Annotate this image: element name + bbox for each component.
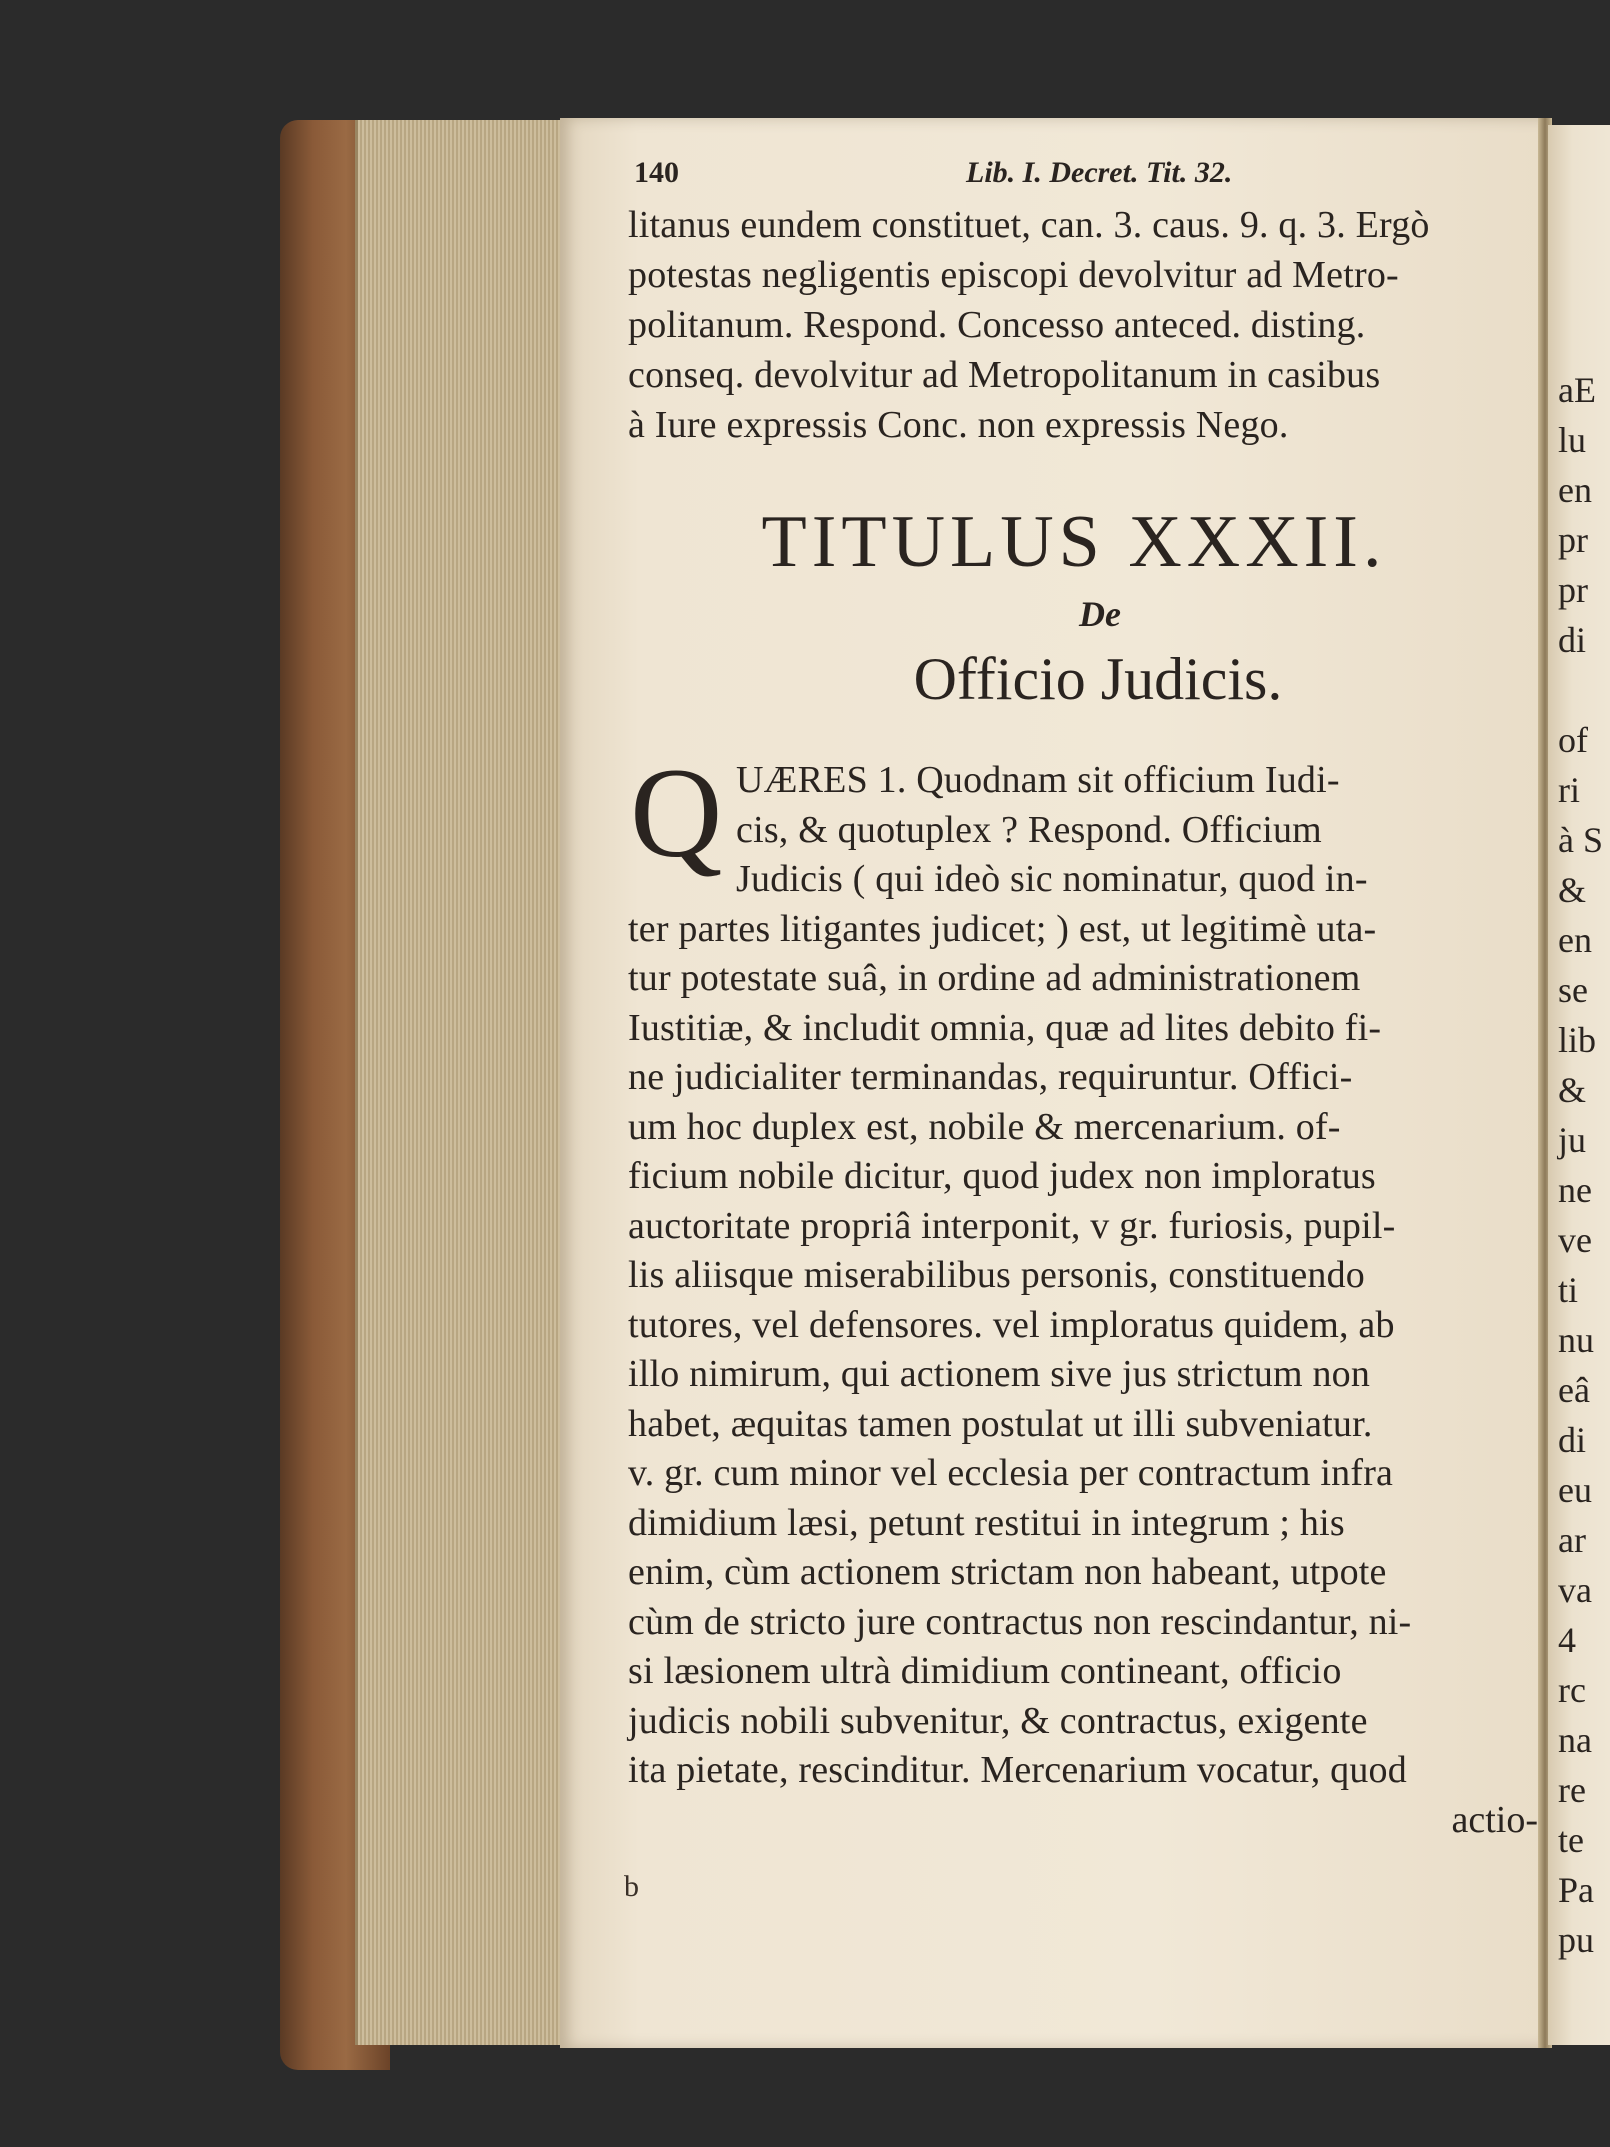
text-line: litanus eundem constituet, can. 3. caus. 9. q. 3. Ergò <box>628 204 1430 246</box>
section-subtitle-de: De <box>1079 594 1121 634</box>
facing-page-fragment: ve <box>1558 1220 1592 1260</box>
text-line: tur potestate suâ, in ordine ad administrationem <box>628 957 1361 999</box>
page-number: 140 <box>634 156 679 189</box>
facing-page-fragment: te <box>1558 1820 1584 1860</box>
facing-page-fragment: lu <box>1558 420 1587 460</box>
page-text <box>628 150 1548 1845</box>
text-line: dimidium læsi, petunt restitui in integrum ; his <box>628 1501 1345 1544</box>
facing-page-fragment: & <box>1558 870 1587 910</box>
running-head-title: Lib. I. Decret. Tit. 32. <box>966 156 1233 189</box>
facing-page-fragment: lib <box>1558 1020 1597 1060</box>
facing-page-fragment: ri <box>1558 770 1580 810</box>
facing-page-fragment: rc <box>1558 1670 1586 1710</box>
text-line: Judicis ( qui ideò sic nominatur, quod in- <box>736 858 1368 900</box>
text-line: ne judicialiter terminandas, requiruntur. Offici- <box>628 1056 1353 1098</box>
facing-page-fragment: & <box>1558 1070 1587 1110</box>
text-line: si læsionem ultrà dimidium contineant, officio <box>628 1650 1342 1692</box>
continued-text <box>628 200 1548 450</box>
text-line: potestas negligentis episcopi devolvitur ad Metro- <box>628 254 1399 296</box>
facing-page-fragment: nu <box>1558 1320 1594 1360</box>
text-line: habet, æquitas tamen postulat ut illi subveniatur. <box>628 1402 1373 1445</box>
text-line: auctoritate propriâ interponit, v gr. furiosis, pupil- <box>628 1204 1396 1247</box>
facing-page-fragment: 4 <box>1558 1620 1576 1660</box>
facing-page-fragment: ti <box>1558 1270 1579 1310</box>
facing-page-fragment: ju <box>1558 1120 1587 1160</box>
text-line: Iustitiæ, & includit omnia, quæ ad lites debito fi- <box>628 1006 1382 1049</box>
text-line: cis, & quotuplex ? Respond. Officium <box>736 808 1322 851</box>
drop-cap: Q <box>630 742 723 884</box>
facing-page-fragment: en <box>1558 470 1592 510</box>
facing-page-fragment: Pa <box>1558 1870 1594 1910</box>
facing-page-fragment: eâ <box>1558 1370 1590 1410</box>
section-subtitle: Officio Judicis. <box>913 646 1283 712</box>
text-line: cùm de stricto jure contractus non rescindantur, ni- <box>628 1600 1412 1643</box>
facing-page-fragment: di <box>1558 620 1587 660</box>
text-line: judicis nobili subvenitur, & contractus, exigente <box>628 1699 1368 1742</box>
facing-page-fragment: re <box>1558 1770 1586 1810</box>
facing-page-fragment: va <box>1558 1570 1592 1610</box>
facing-page-fragment: ne <box>1558 1170 1592 1210</box>
text-line: à Iure expressis Conc. non expressis Nego. <box>628 404 1289 446</box>
text-line: lis aliisque miserabilibus personis, constituendo <box>628 1254 1365 1296</box>
facing-page-fragment: à S <box>1558 820 1603 860</box>
facing-page-fragment: na <box>1558 1720 1592 1760</box>
text-line: ita pietate, rescinditur. Mercenarium vocatur, quod <box>628 1749 1407 1791</box>
text-line: ter partes litigantes judicet; ) est, ut legitimè uta- <box>628 907 1377 950</box>
text-line: ficium nobile dicitur, quod judex non imploratus <box>628 1155 1376 1197</box>
body-text <box>628 742 1548 1845</box>
facing-page-fragment <box>1558 665 1603 715</box>
facing-page-fragment: pr <box>1558 520 1588 560</box>
facing-page-fragment: aE <box>1558 370 1596 410</box>
text-line: politanum. Respond. Concesso anteced. disting. <box>628 304 1366 346</box>
facing-page-fragment: eu <box>1558 1470 1592 1510</box>
facing-page-fragment: pu <box>1558 1920 1594 1960</box>
text-line: v. gr. cum minor vel ecclesia per contractum infra <box>628 1452 1394 1494</box>
text-line: conseq. devolvitur ad Metropolitanum in casibus <box>628 354 1381 396</box>
text-line: enim, cùm actionem strictam non habeant, utpote <box>628 1551 1387 1593</box>
facing-page-fragment: en <box>1558 920 1592 960</box>
facing-page-fragment: ar <box>1558 1520 1586 1560</box>
facing-page-fragment: pr <box>1558 570 1588 610</box>
text-line: UÆRES 1. Quodnam sit officium Iudi- <box>736 759 1340 801</box>
text-line: um hoc duplex est, nobile & mercenarium. of- <box>628 1105 1341 1148</box>
facing-page-fragment: se <box>1558 970 1588 1010</box>
catchword: actio- <box>1451 1798 1538 1841</box>
running-head <box>628 150 1548 200</box>
text-line: tutores, vel defensores. vel imploratus quidem, ab <box>628 1303 1395 1346</box>
facing-page-fragments <box>1558 365 1603 1965</box>
facing-page-fragment: di <box>1558 1420 1587 1460</box>
facing-page-fragment: of <box>1558 720 1588 760</box>
section-title: TITULUS XXXII. <box>761 501 1387 583</box>
signature-mark: b <box>624 1870 639 1903</box>
facing-page <box>1548 125 1610 2045</box>
text-line: illo nimirum, qui actionem sive jus strictum non <box>628 1353 1371 1395</box>
page-fore-edge <box>355 120 573 2045</box>
